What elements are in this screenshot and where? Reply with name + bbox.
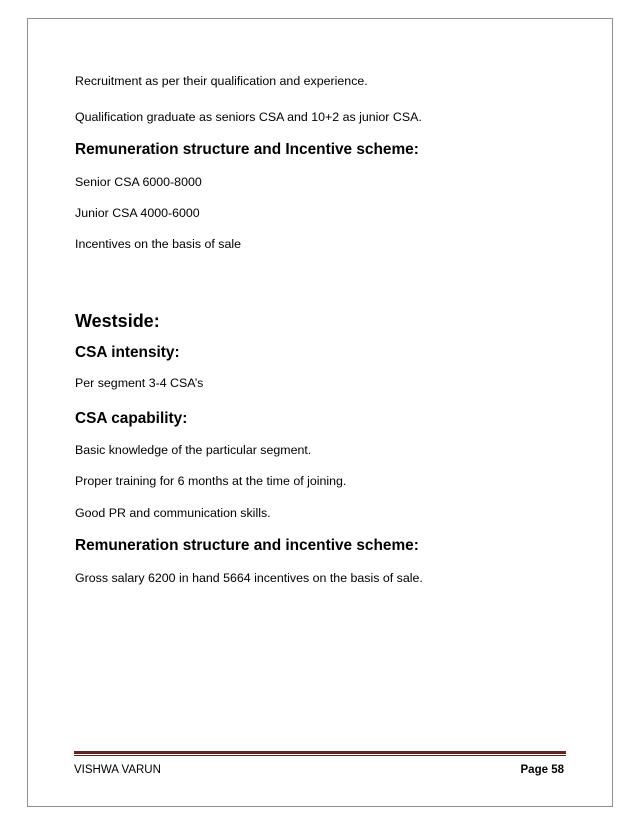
footer-page-number: Page 58 — [520, 764, 564, 776]
heading-westside: Westside: — [75, 311, 160, 331]
heading-csa-intensity: CSA intensity: — [75, 344, 180, 361]
body-line-gross-salary: Gross salary 6200 in hand 5664 incentives on the basis of sale. — [75, 571, 423, 585]
footer-rule — [74, 751, 566, 754]
heading-remuneration-incentive: Remuneration structure and Incentive scheme: — [75, 141, 419, 158]
heading-remuneration-incentive-lower: Remuneration structure and incentive scheme: — [75, 537, 419, 554]
body-line-senior-csa: Senior CSA 6000-8000 — [75, 175, 202, 189]
heading-csa-capability: CSA capability: — [75, 410, 188, 427]
body-line-qualification: Qualification graduate as seniors CSA and 10+2 as junior CSA. — [75, 110, 422, 124]
body-line-per-segment: Per segment 3-4 CSA’s — [75, 376, 204, 390]
body-line-basic-knowledge: Basic knowledge of the particular segment. — [75, 443, 312, 457]
body-line-recruitment: Recruitment as per their qualification and experience. — [75, 74, 368, 88]
body-line-junior-csa: Junior CSA 4000-6000 — [75, 206, 200, 220]
body-line-good-pr: Good PR and communication skills. — [75, 506, 271, 520]
footer-author: VISHWA VARUN — [74, 764, 161, 776]
footer-rule-thin — [74, 755, 566, 756]
body-line-proper-training: Proper training for 6 months at the time of joining. — [75, 474, 347, 488]
body-line-incentives: Incentives on the basis of sale — [75, 237, 241, 251]
